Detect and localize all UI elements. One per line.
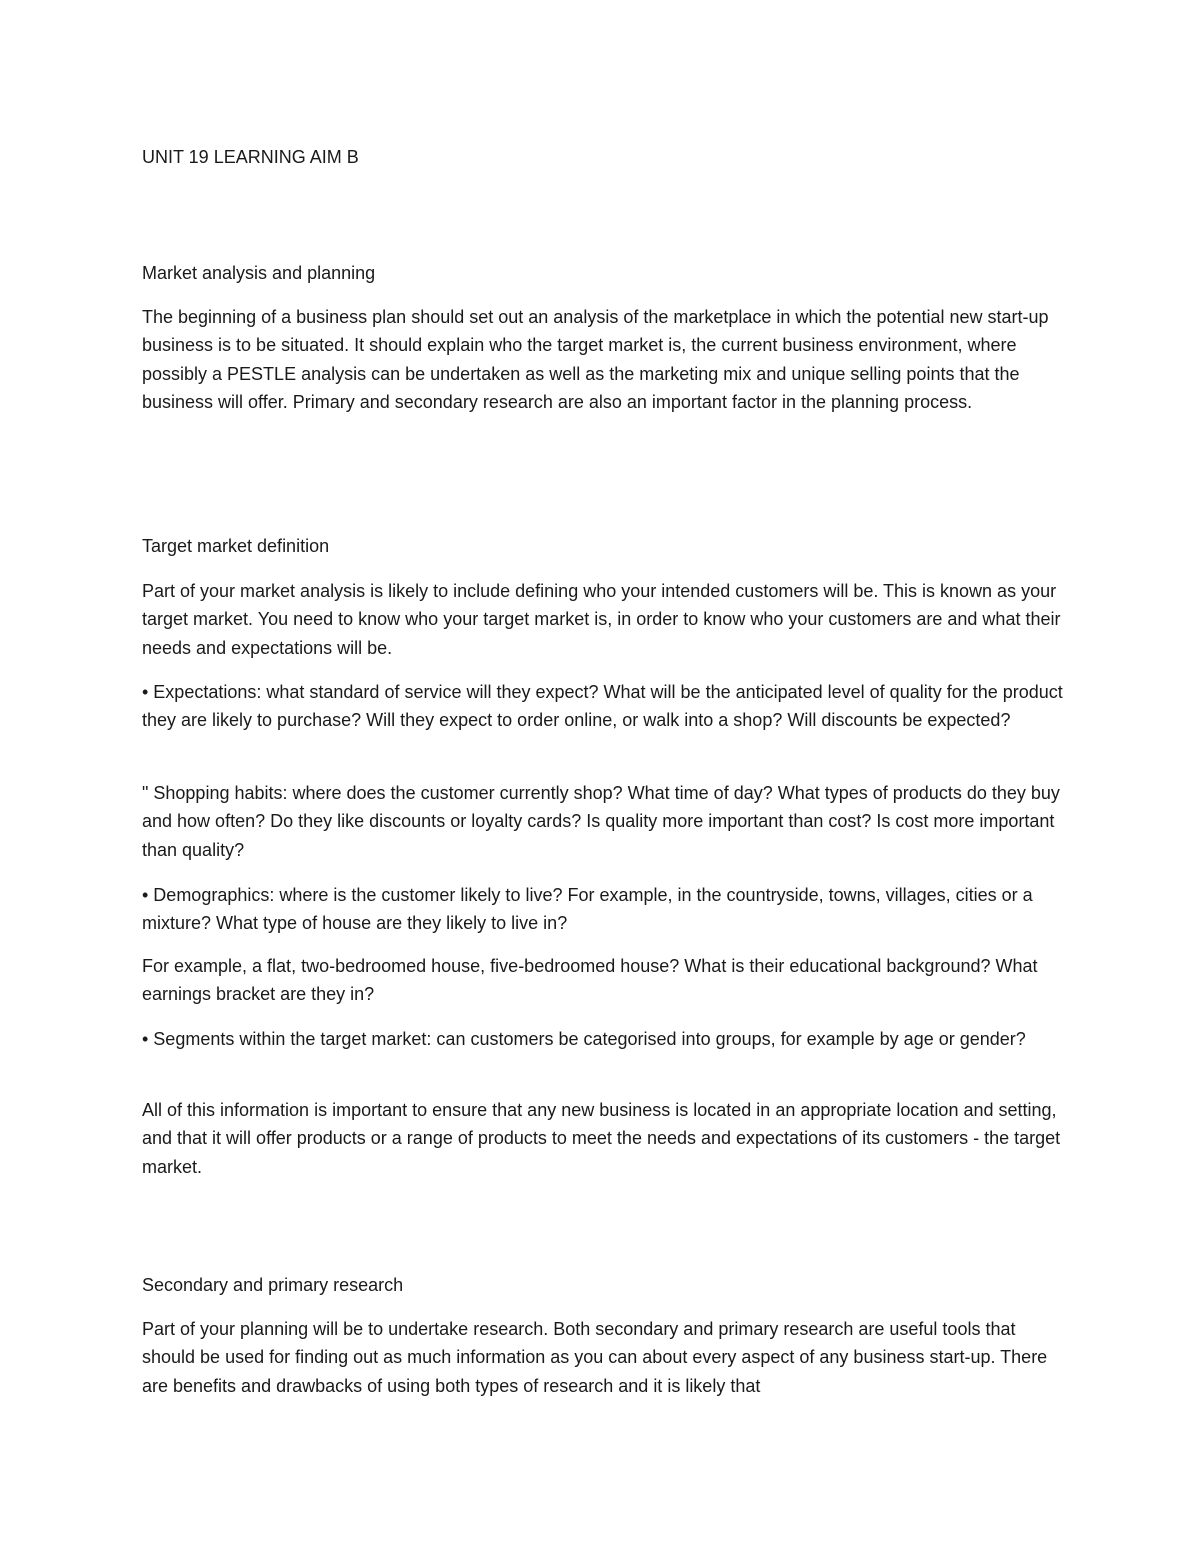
- section-heading-market-analysis: Market analysis and planning: [142, 263, 376, 283]
- document-title: UNIT 19 LEARNING AIM B: [142, 147, 359, 167]
- target-market-summary-paragraph: All of this information is important to ensure that any new business is located in an appropriate location and setting, and that it will offer products or a range of products to meet the needs and expectations of its customers - the target market.: [142, 1100, 1061, 1177]
- section-heading-research: Secondary and primary research: [142, 1275, 404, 1295]
- bullet-shopping-habits: " Shopping habits: where does the customer currently shop? What time of day? What types of products do they buy and how often? Do they like discounts or loyalty cards? Is quality more important than cost? Is cost more important than quality?: [142, 783, 1060, 860]
- section-heading-target-market: Target market definition: [142, 536, 330, 556]
- research-paragraph: Part of your planning will be to undertake research. Both secondary and primary research are useful tools that should be used for finding out as much information as you can about every aspect of any business start-up. There are benefits and drawbacks of using both types of research and it is likely that: [142, 1319, 1048, 1396]
- bullet-demographics: • Demographics: where is the customer likely to live? For example, in the countryside, towns, villages, cities or a mixture? What type of house are they likely to live in?: [142, 885, 1033, 934]
- bullet-segments: • Segments within the target market: can customers be categorised into groups, for example by age or gender?: [142, 1029, 1026, 1049]
- bullet-expectations: • Expectations: what standard of service will they expect? What will be the anticipated level of quality for the product they are likely to purchase? Will they expect to order online, or walk into a shop? Will discounts be expected?: [142, 682, 1063, 731]
- market-analysis-paragraph: The beginning of a business plan should set out an analysis of the marketplace in which the potential new start-up business is to be situated. It should explain who the target market is, the current business environment, where possibly a PESTLE analysis can be undertaken as well as the marketing mix and unique selling points that the business will offer. Primary and secondary research are also an important factor in the planning process.: [142, 307, 1049, 412]
- target-market-intro-paragraph: Part of your market analysis is likely to include defining who your intended customers will be. This is known as your target market. You need to know who your target market is, in order to know who your customers are and what their needs and expectations will be.: [142, 581, 1061, 658]
- demographics-example-paragraph: For example, a flat, two-bedroomed house, five-bedroomed house? What is their educational background? What earnings bracket are they in?: [142, 956, 1038, 1005]
